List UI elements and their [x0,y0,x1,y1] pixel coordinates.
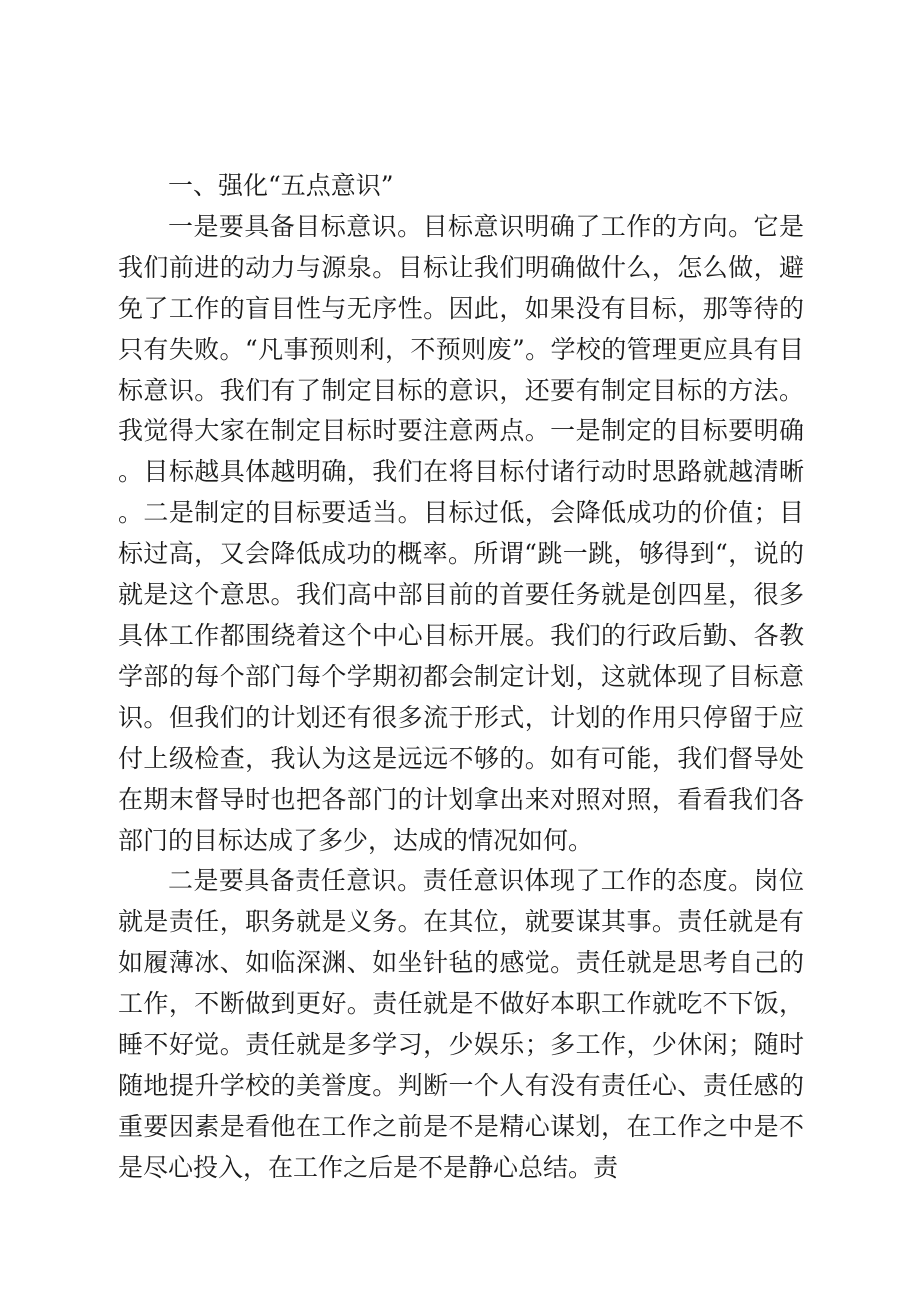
section-heading: 一、强化“五点意识” [168,171,394,200]
document-body [118,166,804,1189]
paragraph-goal-awareness: 一是要具备目标意识。目标意识明确了工作的方向。它是我们前进的动力与源泉。目标让我们明确做什么，怎么做，避免了工作的盲目性与无序性。因此，如果没有目标，那等待的只有失败。“凡事预则利，不预则废”。学校的管理更应具有目标意识。我们有了制定目标的意识，还要有制定目标的方法。我觉得大家在制定目标时要注意两点。一是制定的目标要明确。目标越具体越明确，我们在将目标付诸行动时思路就越清晰。二是制定的目标要适当。目标过低，会降低成功的价值；目标过高，又会降低成功的概率。所谓“跳一跳，够得到“，说的就是这个意思。我们高中部目前的首要任务就是创四星，很多具体工作都围绕着这个中心目标开展。我们的行政后勤、各教学部的每个部门每个学期初都会制定计划，这就体现了目标意识。但我们的计划还有很多流于形式，计划的作用只停留于应付上级检查，我认为这是远远不够的。如有可能，我们督导处在期末督导时也把各部门的计划拿出来对照对照，看看我们各部门的目标达成了多少，达成的情况如何。 [118,211,804,855]
paragraph-responsibility-awareness: 二是要具备责任意识。责任意识体现了工作的态度。岗位就是责任，职务就是义务。在其位，就要谋其事。责任就是有如履薄冰、如临深渊、如坐针毡的感觉。责任就是思考自己的工作，不断做到更好。责任就是不做好本职工作就吃不下饭，睡不好觉。责任就是多学习，少娱乐；多工作，少休闲；随时随地提升学校的美誉度。判断一个人有没有责任心、责任感的重要因素是看他在工作之前是不是精心谋划，在工作之中是不是尽心投入，在工作之后是不是静心总结。责 [118,866,804,1182]
